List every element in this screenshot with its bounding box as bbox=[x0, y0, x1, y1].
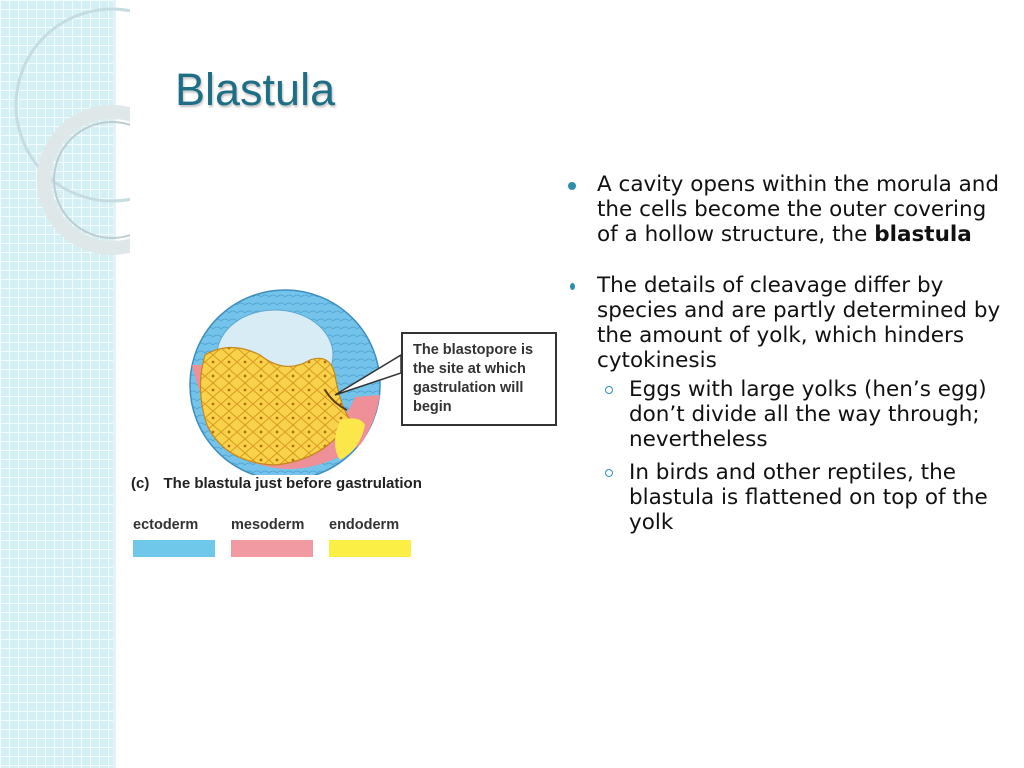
bullet-dot bbox=[570, 283, 575, 290]
legend-mesoderm-swatch bbox=[231, 540, 313, 557]
bullet-item-1 bbox=[560, 172, 1005, 247]
slide-title: Blastula bbox=[175, 64, 336, 115]
bullet-content bbox=[560, 172, 1005, 543]
bullet-dot bbox=[568, 182, 576, 190]
sub-bullet-1-text: Eggs with large yolks (hen’s egg) don’t divide all the way through; nevertheless bbox=[629, 377, 987, 452]
deco-ring-large bbox=[16, 9, 130, 201]
blastula-figure bbox=[125, 285, 585, 575]
legend-ectoderm bbox=[133, 517, 215, 557]
caption-text: The blastula just before gastrulation bbox=[163, 475, 422, 492]
blastopore-callout: The blastopore is the site at which gastrulation will begin bbox=[401, 332, 557, 426]
legend-mesoderm bbox=[231, 517, 313, 557]
legend-ectoderm-label: ectoderm bbox=[133, 517, 199, 533]
legend-ectoderm-swatch bbox=[133, 540, 215, 557]
decorative-rings bbox=[0, 0, 130, 260]
sub-bullet-2 bbox=[560, 460, 1005, 535]
legend-endoderm-label: endoderm bbox=[329, 517, 400, 533]
sub-bullet-ring bbox=[605, 469, 613, 477]
caption-label: (c) bbox=[131, 475, 150, 492]
bullet-1-bold: blastula bbox=[874, 222, 972, 247]
legend-endoderm-swatch bbox=[329, 540, 411, 557]
sub-bullet-1 bbox=[560, 377, 1005, 452]
deco-ring-thick bbox=[44, 112, 130, 248]
legend-mesoderm-label: mesoderm bbox=[231, 517, 305, 533]
legend-endoderm bbox=[329, 517, 411, 557]
bullet-2-text: The details of cleavage differ by species and are partly determined by the amount of yolk, which hinders cytokinesis bbox=[597, 273, 1001, 373]
sub-bullet-ring bbox=[605, 386, 613, 394]
sub-bullet-list bbox=[560, 377, 1005, 535]
sub-bullet-2-text: In birds and other reptiles, the blastula is flattened on top of the yolk bbox=[629, 460, 988, 535]
figure-caption bbox=[131, 475, 422, 492]
bullet-1-text: A cavity opens within the morula and the cells become the outer covering of a hollow structure, the bbox=[597, 172, 1000, 247]
bullet-item-2 bbox=[560, 273, 1005, 373]
